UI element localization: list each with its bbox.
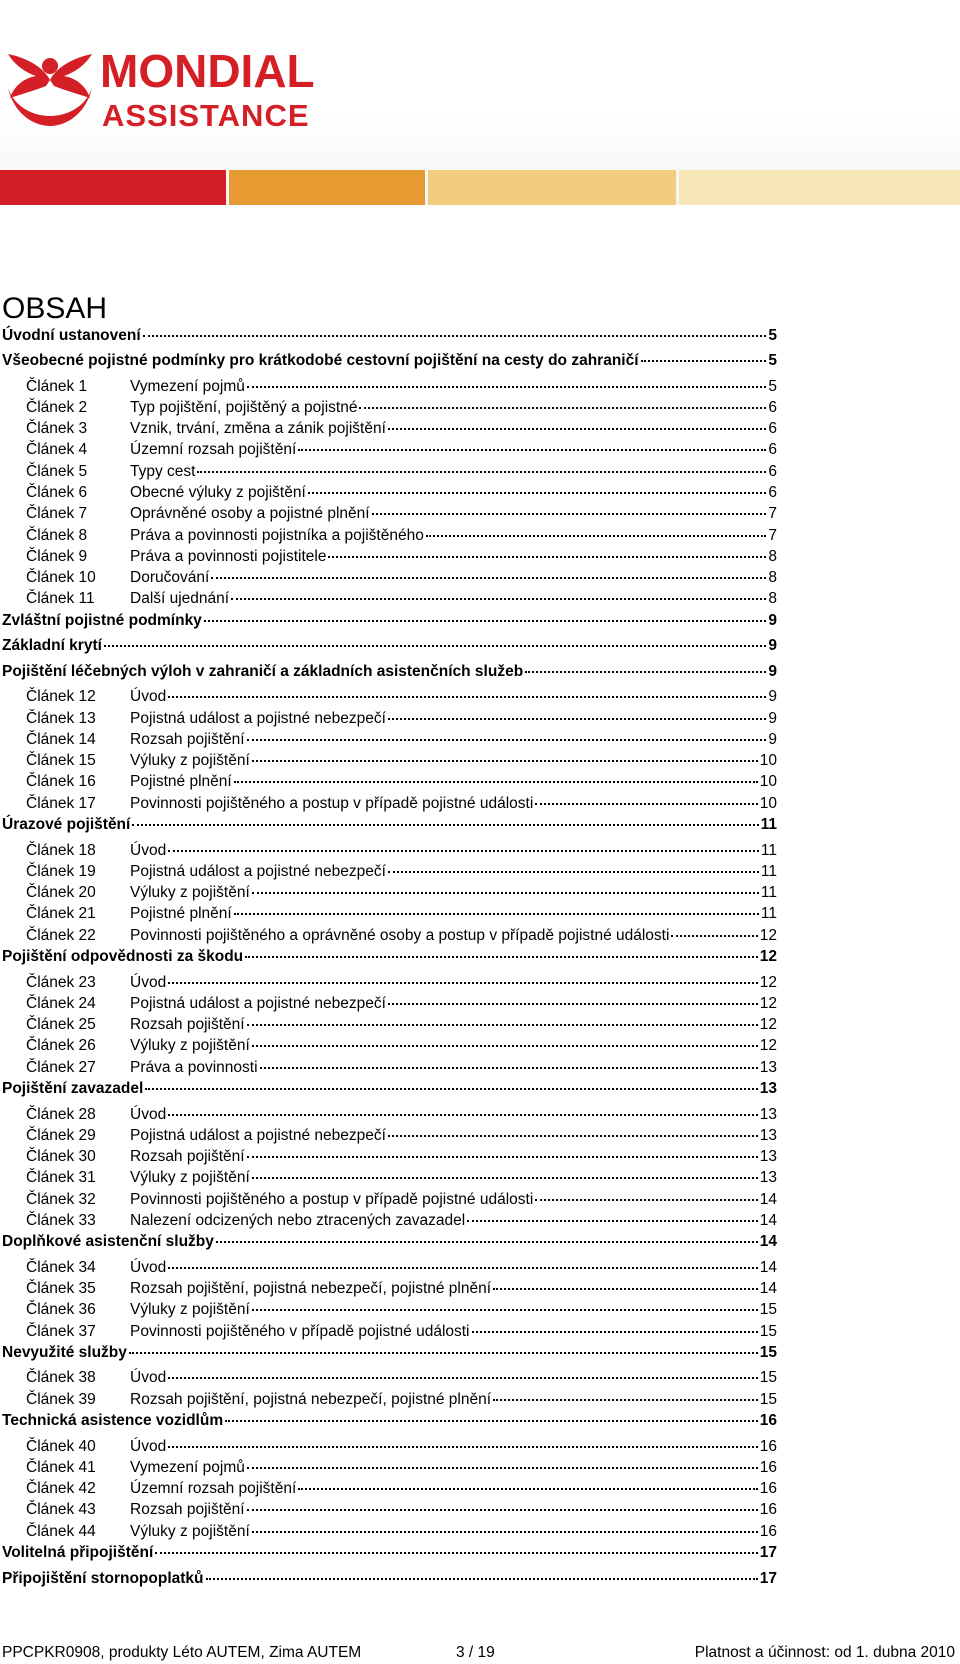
toc-page-number: 11 xyxy=(760,884,777,902)
toc-entry-title: Všeobecné pojistné podmínky pro krátkodobé cestovní pojištění na cesty do zahraničí xyxy=(2,352,639,369)
toc-page-number: 14 xyxy=(759,1258,777,1276)
toc-page-number: 15 xyxy=(759,1390,777,1408)
page-footer xyxy=(2,1643,955,1663)
toc-entry-title: Úrazové pojištění xyxy=(2,816,131,834)
brand-subname: ASSISTANCE xyxy=(102,98,310,133)
toc-entry-title: Úvod xyxy=(130,1437,167,1455)
toc-entry-title: Rozsah pojištění xyxy=(130,730,245,748)
toc-article-number: Článek 41 xyxy=(26,1458,96,1476)
toc-entry-title: Úvodní ustanovení xyxy=(2,326,141,344)
toc-entry-title: Práva a povinnosti xyxy=(130,1058,258,1076)
toc-leader-dots xyxy=(328,540,766,558)
toc-article-number: Článek 11 xyxy=(26,590,95,608)
toc-entry-title: Pojistné plnění xyxy=(130,905,232,923)
toc-page-number: 5 xyxy=(768,326,777,344)
toc-page-number: 8 xyxy=(768,547,777,565)
toc-leader-dots xyxy=(252,1515,758,1533)
toc-page-number: 10 xyxy=(759,752,777,770)
toc-leader-dots xyxy=(671,919,757,937)
toc-page-number: 9 xyxy=(768,662,777,680)
toc-leader-dots xyxy=(168,681,766,699)
toc-entry-title: Pojistná událost a pojistné nebezpečí xyxy=(130,709,386,727)
color-bar-orange xyxy=(229,170,425,205)
toc-article-number: Článek 44 xyxy=(26,1522,96,1540)
toc-leader-dots xyxy=(252,1030,758,1048)
toc-leader-dots xyxy=(252,745,758,763)
toc-entry-title: Rozsah pojištění, pojistná nebezpečí, pojistné plnění xyxy=(130,1390,492,1408)
toc-leader-dots xyxy=(252,1294,758,1312)
toc-leader-dots xyxy=(216,1226,758,1244)
toc-entry-title: Volitelná připojištění xyxy=(2,1544,154,1562)
toc-article-number: Článek 21 xyxy=(26,905,96,923)
toc-article-number: Článek 8 xyxy=(26,526,88,544)
toc-entry-title: Zvláštní pojistné podmínky xyxy=(2,611,202,629)
toc-article-number: Článek 4 xyxy=(26,441,88,459)
toc-entry-title: Připojištění stornopoplatků xyxy=(2,1569,204,1587)
validity-date: Platnost a účinnost: od 1. dubna 2010 xyxy=(694,1644,955,1661)
toc-entry-title: Rozsah pojištění xyxy=(130,1501,245,1519)
toc-leader-dots xyxy=(641,345,767,363)
toc-page-number: 6 xyxy=(768,420,777,438)
toc-page-number: 14 xyxy=(759,1212,777,1229)
toc-leader-dots xyxy=(535,787,757,805)
toc-page-number: 6 xyxy=(768,462,777,480)
toc-leader-dots xyxy=(388,413,767,431)
toc-page-number: 6 xyxy=(768,441,777,459)
toc-entry-title: Povinnosti pojištěného a postup v případě pojistné události xyxy=(130,1190,534,1208)
toc-leader-dots xyxy=(252,877,759,895)
toc-entry-title: Územní rozsah pojištění xyxy=(130,1480,297,1498)
toc-entry-title: Další ujednání xyxy=(130,590,230,608)
toc-entry-title: Výluky z pojištění xyxy=(130,752,250,770)
toc-page-number: 15 xyxy=(759,1369,777,1387)
toc-leader-dots xyxy=(525,655,766,673)
toc-page-number: 11 xyxy=(760,862,777,880)
toc-page-number: 17 xyxy=(759,1544,777,1562)
toc-article-number: Článek 26 xyxy=(26,1037,96,1055)
toc-page-number: 14 xyxy=(759,1190,777,1208)
toc-page-number: 12 xyxy=(759,1016,777,1034)
toc-page-number: 7 xyxy=(768,505,777,523)
toc-article-number: Článek 1 xyxy=(26,377,88,395)
toc-leader-dots xyxy=(129,1336,758,1354)
toc-article-number: Článek 34 xyxy=(26,1258,96,1276)
toc-entry-title: Typy cest xyxy=(130,462,196,480)
toc-leader-dots xyxy=(245,941,758,959)
toc-entry-title: Povinnosti pojištěného v případě pojistné události xyxy=(130,1322,470,1340)
toc-leader-dots xyxy=(168,1430,758,1448)
toc-entry-title: Vymezení pojmů xyxy=(130,377,245,395)
color-bar-light-orange xyxy=(428,170,676,205)
toc-article-number: Článek 38 xyxy=(26,1369,96,1387)
toc-leader-dots xyxy=(145,1073,757,1091)
toc-entry-title: Úvod xyxy=(130,1369,167,1387)
toc-entry-title: Úvod xyxy=(130,1105,167,1123)
toc-article-number: Článek 30 xyxy=(26,1148,96,1166)
toc-entry-title: Pojištění léčebných výloh v zahraničí a základních asistenčních služeb xyxy=(2,662,524,680)
toc-entry-title: Rozsah pojištění xyxy=(130,1016,245,1034)
toc-article-number: Článek 23 xyxy=(26,973,96,991)
toc-page-number: 12 xyxy=(759,973,777,991)
toc-article-number: Článek 43 xyxy=(26,1501,96,1519)
toc-entry-title: Práva a povinnosti pojistníka a pojištěného xyxy=(130,526,424,544)
toc-leader-dots xyxy=(247,1141,758,1159)
toc-article-number: Článek 28 xyxy=(26,1105,96,1123)
toc-entry-title: Úvod xyxy=(130,841,167,859)
toc-leader-dots xyxy=(168,1098,758,1116)
page-number: 3 / 19 xyxy=(456,1644,495,1661)
toc-article-number: Článek 16 xyxy=(26,773,96,791)
toc-page-number: 13 xyxy=(759,1105,777,1123)
toc-leader-dots xyxy=(388,1119,758,1137)
toc-page-number: 7 xyxy=(768,526,777,544)
toc-article-number: Článek 24 xyxy=(26,994,96,1012)
toc-page-number: 13 xyxy=(759,1148,777,1166)
toc-page-number: 12 xyxy=(759,994,777,1012)
toc-entry-title: Pojistná událost a pojistné nebezpečí xyxy=(130,1126,386,1144)
toc-leader-dots xyxy=(388,987,758,1005)
toc-leader-dots xyxy=(247,723,767,741)
toc-page-number: 9 xyxy=(768,611,777,629)
toc-leader-dots xyxy=(308,476,767,494)
toc-article-number: Článek 6 xyxy=(26,483,88,501)
toc-leader-dots xyxy=(211,562,766,580)
toc-entry-title: Pojistná událost a pojistné nebezpečí xyxy=(130,994,386,1012)
document-code: PPCPKR0908, produkty Léto AUTEM, Zima AUTEM xyxy=(2,1644,362,1661)
toc-article-number: Článek 10 xyxy=(26,569,96,587)
toc-leader-dots xyxy=(204,604,767,622)
toc-page-number: 11 xyxy=(760,841,777,859)
toc-entry-title: Pojistné plnění xyxy=(130,773,232,791)
table-of-contents xyxy=(2,322,777,1591)
toc-leader-dots xyxy=(535,1183,757,1201)
toc-page-number: 9 xyxy=(768,709,777,727)
toc-page-number: 12 xyxy=(759,948,777,966)
toc-leader-dots xyxy=(298,434,766,452)
toc-article-number: Článek 33 xyxy=(26,1212,96,1229)
toc-leader-dots xyxy=(388,855,759,873)
toc-entry-title: Obecné výluky z pojištění xyxy=(130,483,306,501)
toc-page-number: 10 xyxy=(759,794,777,812)
toc-entry-title: Povinnosti pojištěného a postup v případě pojistné události xyxy=(130,794,534,812)
toc-page-number: 13 xyxy=(759,1169,777,1187)
toc-leader-dots xyxy=(247,1009,758,1027)
toc-entry-title: Vznik, trvání, změna a zánik pojištění xyxy=(130,420,386,438)
toc-entry-title: Rozsah pojištění, pojistná nebezpečí, pojistné plnění xyxy=(130,1280,492,1298)
toc-entry-title: Územní rozsah pojištění xyxy=(130,441,297,459)
toc-article-number: Článek 35 xyxy=(26,1280,96,1298)
toc-leader-dots xyxy=(252,1162,758,1180)
toc-article-number: Článek 17 xyxy=(26,794,96,812)
toc-entry-title: Vymezení pojmů xyxy=(130,1458,245,1476)
toc-entry-title: Oprávněné osoby a pojistné plnění xyxy=(130,505,370,523)
page-title: OBSAH xyxy=(2,292,108,326)
toc-leader-dots xyxy=(143,319,767,337)
toc-article-number: Článek 7 xyxy=(26,505,88,523)
toc-entry-title: Technická asistence vozidlům xyxy=(2,1412,224,1430)
toc-page-number: 8 xyxy=(768,590,777,608)
toc-leader-dots xyxy=(132,809,758,827)
toc-article-number: Článek 13 xyxy=(26,709,96,727)
toc-page-number: 14 xyxy=(759,1280,777,1298)
toc-entry-title: Rozsah pojištění xyxy=(130,1148,245,1166)
toc-article-link[interactable] xyxy=(2,901,777,922)
toc-page-number: 16 xyxy=(759,1522,777,1540)
toc-leader-dots xyxy=(104,630,766,648)
toc-page-number: 15 xyxy=(759,1301,777,1319)
toc-leader-dots xyxy=(298,1473,757,1491)
toc-entry-title: Nevyužité služby xyxy=(2,1343,127,1361)
toc-page-number: 13 xyxy=(759,1080,777,1098)
toc-entry-title: Pojistná událost a pojistné nebezpečí xyxy=(130,862,386,880)
toc-article-number: Článek 42 xyxy=(26,1480,96,1498)
toc-entry-title: Výluky z pojištění xyxy=(130,884,250,902)
mondial-assistance-logo-icon xyxy=(0,30,100,130)
toc-article-number: Článek 9 xyxy=(26,547,88,565)
toc-entry-title: Úvod xyxy=(130,973,167,991)
toc-section-link[interactable] xyxy=(2,1565,777,1591)
toc-entry-title: Povinnosti pojištěného a oprávněné osoby a postup v případě pojistné události xyxy=(130,926,670,944)
toc-page-number: 16 xyxy=(759,1412,777,1430)
toc-leader-dots xyxy=(359,391,766,409)
toc-leader-dots xyxy=(493,1273,758,1291)
toc-entry-title: Výluky z pojištění xyxy=(130,1522,250,1540)
toc-article-number: Článek 12 xyxy=(26,688,96,706)
toc-page-number: 12 xyxy=(759,926,777,944)
toc-leader-dots xyxy=(168,834,759,852)
toc-page-number: 9 xyxy=(768,730,777,748)
toc-leader-dots xyxy=(247,1451,758,1469)
toc-article-number: Článek 20 xyxy=(26,884,96,902)
toc-article-number: Článek 40 xyxy=(26,1437,96,1455)
toc-leader-dots xyxy=(493,1383,758,1401)
toc-leader-dots xyxy=(426,519,767,537)
toc-article-number: Článek 37 xyxy=(26,1322,96,1340)
toc-entry-title: Úvod xyxy=(130,688,167,706)
toc-article-number: Článek 27 xyxy=(26,1058,96,1076)
toc-page-number: 11 xyxy=(760,905,777,923)
toc-leader-dots xyxy=(231,583,766,601)
toc-leader-dots xyxy=(168,1362,758,1380)
toc-entry-title: Pojištění zavazadel xyxy=(2,1080,144,1098)
toc-leader-dots xyxy=(197,455,766,473)
toc-page-number: 10 xyxy=(759,773,777,791)
color-bar-red xyxy=(0,170,226,205)
toc-entry-title: Typ pojištění, pojištěný a pojistné xyxy=(130,398,358,416)
toc-entry-title: Doručování xyxy=(130,569,210,587)
toc-page-number: 9 xyxy=(768,688,777,706)
toc-page-number: 12 xyxy=(759,1037,777,1055)
toc-leader-dots xyxy=(225,1405,758,1423)
toc-page-number: 15 xyxy=(759,1322,777,1340)
toc-article-number: Článek 2 xyxy=(26,398,88,416)
toc-article-number: Článek 31 xyxy=(26,1169,96,1187)
toc-article-number: Článek 14 xyxy=(26,730,96,748)
toc-leader-dots xyxy=(388,702,766,720)
toc-article-number: Článek 25 xyxy=(26,1016,96,1034)
toc-leader-dots xyxy=(372,498,767,516)
toc-entry-title: Nalezení odcizených nebo ztracených zavazadel xyxy=(130,1212,466,1229)
toc-page-number: 14 xyxy=(759,1233,777,1251)
toc-page-number: 5 xyxy=(768,377,777,395)
toc-article-number: Článek 29 xyxy=(26,1126,96,1144)
toc-page-number: 9 xyxy=(768,637,777,655)
toc-article-number: Článek 5 xyxy=(26,462,88,480)
toc-leader-dots xyxy=(260,1051,758,1069)
toc-article-number: Článek 36 xyxy=(26,1301,96,1319)
toc-entry-title: Práva a povinnosti pojistitele xyxy=(130,547,327,565)
toc-leader-dots xyxy=(247,1494,758,1512)
toc-entry-title: Úvod xyxy=(130,1258,167,1276)
toc-leader-dots xyxy=(168,966,758,984)
toc-article-number: Článek 32 xyxy=(26,1190,96,1208)
toc-page-number: 6 xyxy=(768,398,777,416)
toc-entry-title: Výluky z pojištění xyxy=(130,1037,250,1055)
toc-page-number: 13 xyxy=(759,1126,777,1144)
toc-entry-title: Výluky z pojištění xyxy=(130,1301,250,1319)
toc-article-number: Článek 22 xyxy=(26,926,96,944)
toc-page-number: 13 xyxy=(759,1058,777,1076)
toc-leader-dots xyxy=(234,766,758,784)
toc-article-number: Článek 15 xyxy=(26,752,96,770)
toc-page-number: 17 xyxy=(759,1569,777,1587)
page-header xyxy=(0,0,960,205)
toc-leader-dots xyxy=(168,1251,758,1269)
toc-article-number: Článek 19 xyxy=(26,862,96,880)
color-bar-cream xyxy=(679,170,960,205)
toc-page-number: 16 xyxy=(759,1437,777,1455)
toc-page-number: 5 xyxy=(768,352,777,369)
toc-page-number: 8 xyxy=(768,569,777,587)
toc-leader-dots xyxy=(467,1205,758,1223)
toc-article-number: Článek 3 xyxy=(26,420,88,438)
toc-page-number: 16 xyxy=(759,1458,777,1476)
toc-entry-title: Pojištění odpovědnosti za škodu xyxy=(2,948,244,966)
toc-article-number: Článek 18 xyxy=(26,841,96,859)
toc-leader-dots xyxy=(155,1537,757,1555)
toc-entry-title: Doplňkové asistenční služby xyxy=(2,1233,214,1251)
toc-leader-dots xyxy=(247,370,767,388)
toc-page-number: 6 xyxy=(768,483,777,501)
toc-entry-title: Základní krytí xyxy=(2,637,102,655)
toc-page-number: 16 xyxy=(759,1480,777,1498)
toc-article-number: Článek 39 xyxy=(26,1390,96,1408)
brand-name: MONDIAL xyxy=(100,45,315,97)
toc-leader-dots xyxy=(234,898,759,916)
toc-page-number: 15 xyxy=(759,1343,777,1361)
toc-entry-title: Výluky z pojištění xyxy=(130,1169,250,1187)
toc-page-number: 16 xyxy=(759,1501,777,1519)
toc-leader-dots xyxy=(472,1315,758,1333)
toc-leader-dots xyxy=(206,1562,758,1580)
toc-page-number: 11 xyxy=(760,816,777,834)
